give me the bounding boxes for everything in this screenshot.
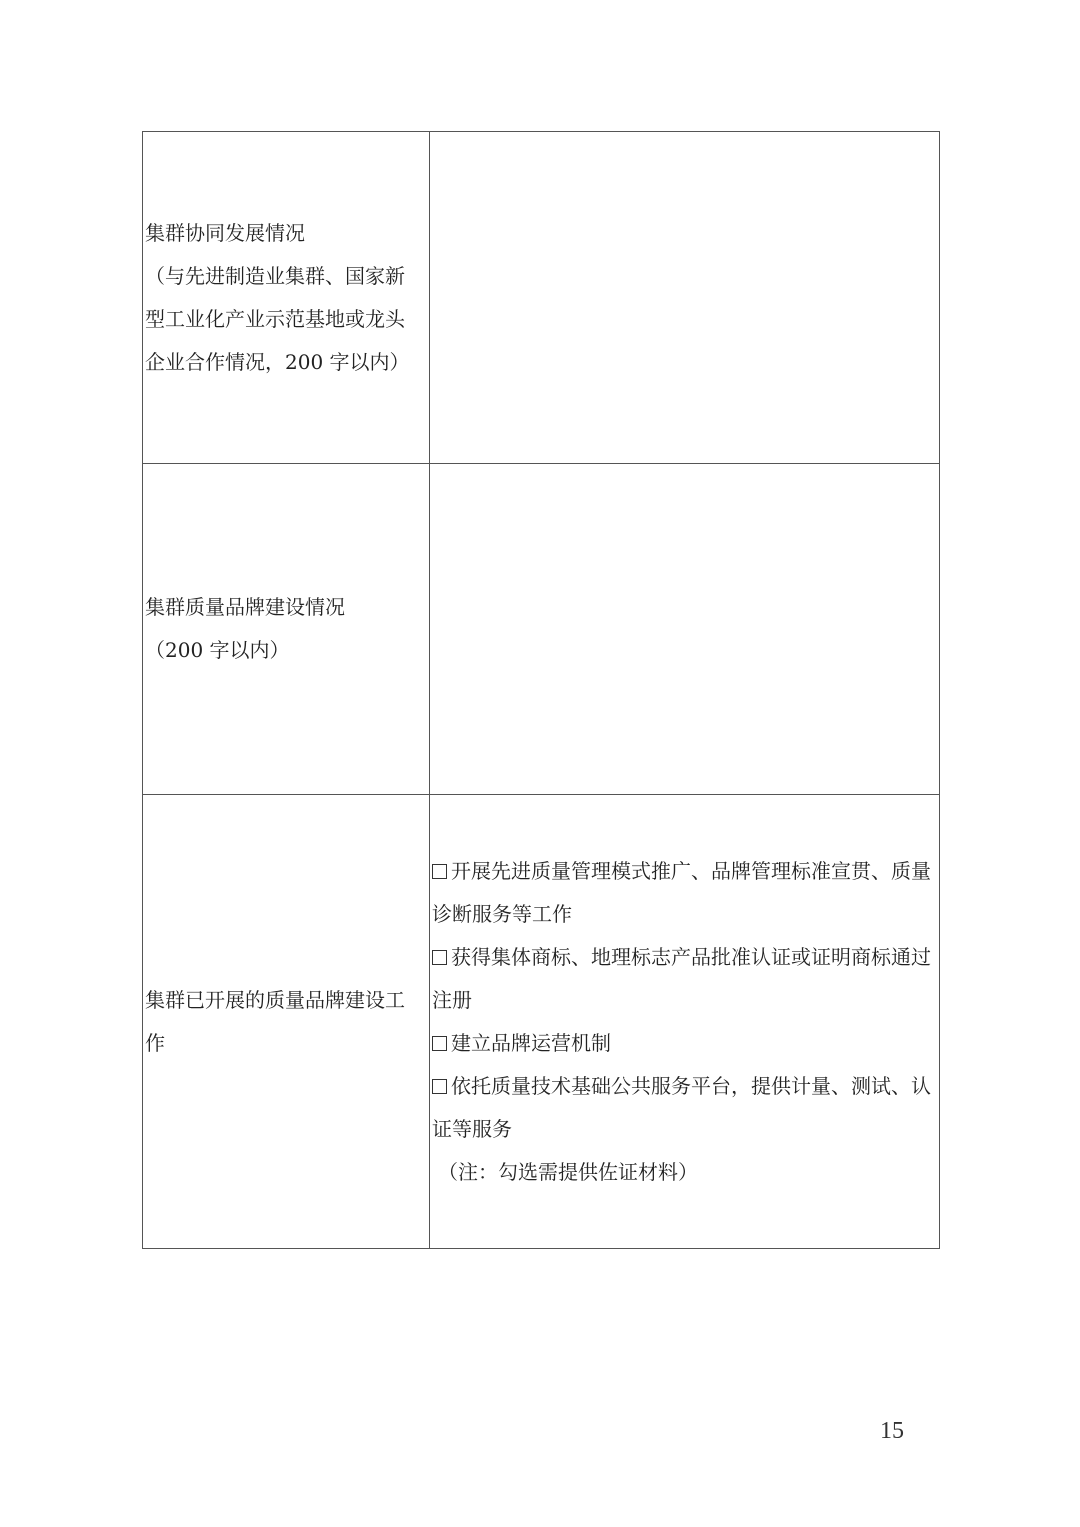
option-label: 获得集体商标、地理标志产品批准认证或证明商标通过注册	[432, 944, 931, 1012]
note-text: （注：勾选需提供佐证材料）	[438, 1159, 698, 1184]
label-line: 集群已开展的质量品牌建设工	[145, 987, 405, 1012]
option-label: 开展先进质量管理模式推广、品牌管理标准宣贯、质量诊断服务等工作	[432, 858, 931, 926]
checkbox-icon[interactable]	[432, 1079, 447, 1094]
checkbox-icon[interactable]	[432, 864, 447, 879]
checkbox-icon[interactable]	[432, 950, 447, 965]
label-line: 企业合作情况，200 字以内）	[145, 349, 410, 374]
label-line: 集群协同发展情况	[145, 220, 305, 245]
option-label: 建立品牌运营机制	[451, 1030, 611, 1055]
option-item[interactable]	[432, 850, 939, 936]
option-item[interactable]	[432, 1022, 939, 1065]
label-line: （与先进制造业集群、国家新	[145, 263, 405, 288]
label-line: （200 字以内）	[145, 638, 290, 662]
label-cell-cluster-collaboration	[143, 132, 430, 464]
table-row	[143, 795, 940, 1249]
checkbox-icon[interactable]	[432, 1036, 447, 1051]
option-label: 依托质量技术基础公共服务平台，提供计量、测试、认证等服务	[432, 1073, 931, 1141]
content-cell-quality-brand[interactable]	[430, 464, 940, 795]
label-line: 作	[145, 1030, 165, 1055]
label-line: 集群质量品牌建设情况	[145, 595, 345, 619]
table-row	[143, 464, 940, 795]
application-form-table	[142, 131, 940, 1249]
option-item[interactable]	[432, 936, 939, 1022]
label-line: 型工业化产业示范基地或龙头	[145, 306, 405, 331]
page-number: 15	[880, 1418, 904, 1444]
content-cell-quality-brand-work	[430, 795, 940, 1249]
table-row	[143, 132, 940, 464]
label-cell-quality-brand-work	[143, 795, 430, 1249]
label-cell-quality-brand	[143, 464, 430, 795]
option-item[interactable]	[432, 1065, 939, 1151]
content-cell-cluster-collaboration[interactable]	[430, 132, 940, 464]
